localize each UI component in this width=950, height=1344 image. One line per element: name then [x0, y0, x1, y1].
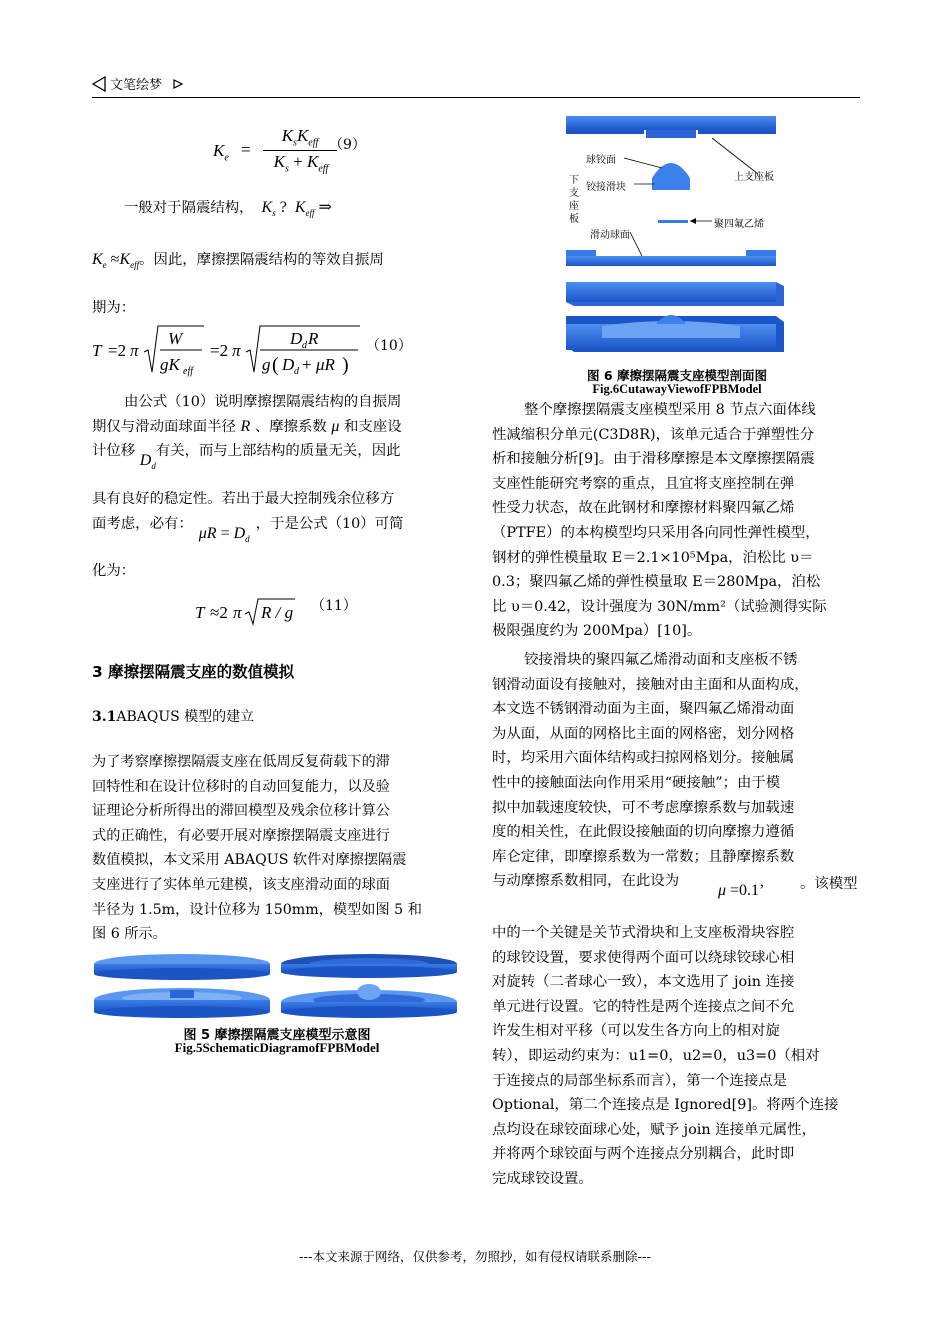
text-line: 于连接点的局部坐标系而言），第一个连接点是 [492, 1072, 788, 1089]
text-line: 为从面，从面的网格比主面的网格密，划分网格 [492, 725, 795, 742]
text-line: 一般对于隔震结构， [124, 200, 254, 216]
svg-text:gK: gK [160, 355, 180, 374]
text-line: 具有良好的稳定性。若出于最大控制残余位移方 [92, 490, 395, 507]
equation-10 [92, 320, 462, 382]
svg-text:+: + [302, 355, 312, 374]
equation-11 [195, 596, 375, 628]
svg-text:): ) [342, 354, 349, 376]
header-rule [92, 97, 860, 98]
text-line: 库仑定律，即摩擦系数为一常数；且静摩擦系数 [492, 848, 795, 865]
section-3-heading: 3 摩擦摆隔震支座的数值模拟 [92, 663, 295, 681]
svg-text:≈2: ≈2 [210, 603, 228, 622]
text-line: 本文选不锈钢滑动面为主面，聚四氟乙烯滑动面 [492, 701, 795, 718]
section-3-1-heading [92, 706, 254, 726]
text-line: ，于是公式（10）可简 [255, 515, 404, 532]
right-paragraph-2-end: 。该模型 [800, 876, 858, 892]
text-line: 单元进行设置。它的特性是两个连接点之间不允 [492, 998, 795, 1015]
text-line: 性受力状态，故在此钢材和摩擦材料聚四氟乙烯 [492, 500, 795, 517]
equation-10-number: （10） [366, 338, 412, 354]
back-triangle-icon [92, 76, 106, 92]
right-paragraph-1 [492, 398, 860, 644]
text-line: 证理论分析所得出的滞回模型及残余位移计算公 [92, 803, 390, 820]
mu-equals-0-1: μ =0.1’ [718, 882, 765, 899]
svg-text:eff: eff [183, 366, 193, 377]
text-line: 0.3；聚四氟乙烯的弹性模量取 E＝280Mpa，泊松 [492, 574, 821, 591]
svg-text:π: π [233, 603, 242, 622]
svg-text:=2: =2 [210, 341, 229, 360]
ks-much-greater-keff: $K_s$ ? $K_{eff}$ ⇒ [261, 199, 332, 219]
svg-text:d: d [294, 366, 299, 377]
footer-disclaimer: ---本文来源于网络，仅供参考，勿照抄，如有侵权请联系删除--- [298, 1249, 652, 1264]
equation-11-number: （11） [311, 598, 357, 614]
text-line: 数值模拟，本文采用 ABAQUS 软件对摩擦摆隔震 [92, 852, 407, 869]
figure-6-caption-en: Fig.6CutawayViewofFPBModel [592, 382, 762, 396]
figure-5-caption-cn: 图 5 摩擦摆隔震支座模型示意图 [183, 1028, 371, 1043]
svg-text:d: d [302, 340, 307, 351]
text-line: 半径为 1.5m，设计位移为 150mm，模型如图 5 和 [92, 901, 422, 918]
dd-symbol: $D_d$ [139, 452, 156, 472]
text-line: 化为： [92, 563, 136, 580]
text-line: 期仅与滑动面球面半径 [92, 418, 236, 435]
text-line: 许发生相对平移（可以发生各方向上的相对旋 [492, 1023, 780, 1040]
text-line: 拟中加载速度较快，可不考虑摩擦系数与加载速 [492, 799, 795, 816]
svg-text:T: T [92, 341, 102, 360]
fig6-label-ball-face: 球铰面 [586, 155, 616, 166]
text-line: 有关，而与上部结构的质量无关，因此 [155, 443, 401, 460]
text-line: 时，均采用六面体结构或扫掠网格划分。接触属 [492, 750, 795, 767]
forward-triangle-icon [172, 78, 184, 90]
svg-text:=2: =2 [108, 341, 127, 360]
svg-text:D: D [290, 329, 303, 348]
svg-text:π: π [232, 341, 241, 360]
text-line: 极限强度约为 200Mpa）[10]。 [492, 623, 702, 640]
text-line: 期为： [92, 299, 136, 316]
text-line: 与动摩擦系数相同，在此设为 [492, 873, 680, 890]
figure-5-image [92, 950, 462, 1024]
text-line: 并将两个球铰面与两个连接点分别耦合，此时即 [492, 1146, 795, 1163]
text-line: 、摩擦系数 [254, 418, 327, 435]
svg-text:μR: μR [316, 355, 335, 374]
left-text-2 [92, 390, 460, 584]
text-line: 铰接滑块的聚四氟乙烯滑动面和支座板不锈 [524, 652, 798, 668]
left-paragraph-4 [92, 750, 462, 947]
svg-text:R / g: R / g [261, 603, 294, 622]
text-line: 式的正确性，有必要开展对摩擦摆隔震支座进行 [92, 827, 390, 844]
text-line: 析和接触分析[9]。由于滑移摩擦是本文摩擦摆隔震 [492, 451, 815, 468]
text-line: 完成球铰设置。 [492, 1170, 593, 1187]
text-line: 和支座设 [344, 418, 402, 435]
svg-text:T: T [195, 603, 205, 622]
fig6-label-sliding-face: 滑动球面 [590, 230, 630, 241]
text-line: 转），即运动约束为：u1=0，u2=0，u3=0（相对 [492, 1047, 820, 1064]
fig6-label-ptfe: 聚四氟乙烯 [714, 219, 764, 230]
svg-text:π: π [130, 341, 139, 360]
text-line: 整个摩擦摆隔震支座模型采用 8 节点六面体线 [524, 402, 816, 418]
page-header [92, 74, 184, 93]
text-line: 点均设在球铰面球心处，赋予 join 连接单元属性， [492, 1121, 816, 1138]
text-line: 度的相关性，在此假设接触面的切向摩擦力遵循 [492, 824, 795, 841]
text-line: 的球铰设置，要求使得两个面可以绕球铰球心相 [492, 949, 795, 966]
ke-approx-keff: $K_e \approx K_{eff}$ [92, 250, 140, 270]
equation-9: $K_e$ = $K_sK_{eff}$ $K_s + K_{eff}$ （9） [213, 126, 366, 175]
svg-text:W: W [168, 329, 183, 348]
svg-text:D: D [282, 355, 295, 374]
right-paragraph-2 [492, 648, 860, 894]
text-line: 面考虑，必有： [92, 515, 193, 532]
left-text-1 [92, 196, 460, 320]
fig6-label-upper-plate: 上支座板 [734, 172, 774, 183]
text-line: 支座进行了实体单元建模，该支座滑动面的球面 [92, 876, 390, 893]
section-number: 3.1 [92, 709, 117, 725]
text-line: 性减缩积分单元(C3D8R)，该单元适合于弹塑性分 [492, 426, 814, 443]
fig6-label-lower-plate: 下支座板 [569, 175, 579, 225]
text-line: 回特性和在设计位移时的自动回复能力，以及验 [92, 778, 390, 795]
text-line: 比 υ＝0.42，设计强度为 30N/mm²（试验测得实际 [492, 598, 827, 615]
text-line: 性中的接触面法向作用采用“硬接触”；由于模 [492, 774, 781, 791]
mu-r-equals-dd: $\mu R = D_d$ [198, 524, 250, 544]
text-line: 对旋转（二者球心一致），本文选用了 join 连接 [492, 974, 795, 991]
text-line: 钢滑动面设有接触对，接触对由主面和从面构成， [492, 676, 809, 693]
mu-symbol: μ [331, 417, 340, 435]
figure-5-caption-en: Fig.5SchematicDiagramofFPBModel [174, 1040, 380, 1055]
equation-9-number: （9） [329, 137, 366, 153]
text-line: 钢材的弹性模量取 E＝2.1×10⁵Mpa，泊松比 υ＝ [492, 549, 814, 566]
radius-r: R [240, 417, 251, 435]
svg-text:g: g [262, 355, 271, 374]
text-line: 为了考察摩擦摆隔震支座在低周反复荷载下的滞 [92, 754, 390, 770]
svg-text:R: R [308, 329, 319, 348]
text-line: 支座性能研究考察的重点，且宜将支座控制在弹 [492, 475, 795, 492]
text-line: （PTFE）的本构模型均只采用各向同性弹性模型， [492, 524, 820, 541]
text-line: Optional，第二个连接点是 Ignored[9]。将两个连接 [492, 1097, 839, 1114]
text-line: 由公式（10）说明摩擦摆隔震结构的自振周 [124, 394, 402, 410]
text-line: 。因此，摩擦摆隔震结构的等效自振周 [139, 251, 384, 268]
fig6-label-hinge-slider: 铰接滑块 [586, 182, 626, 193]
header-title: 文笔绘梦 [110, 78, 163, 93]
text-line: 中的一个关键是关节式滑块和上支座板滑块容腔 [492, 925, 795, 941]
right-paragraph-3 [492, 921, 860, 1192]
section-title: ABAQUS 模型的建立 [116, 709, 255, 725]
svg-text:(: ( [272, 354, 279, 376]
text-line: 计位移 [92, 443, 136, 460]
text-line: 图 6 所示。 [92, 926, 167, 943]
figure-6-caption-cn: 图 6 摩擦摆隔震支座模型剖面图 [587, 368, 767, 383]
